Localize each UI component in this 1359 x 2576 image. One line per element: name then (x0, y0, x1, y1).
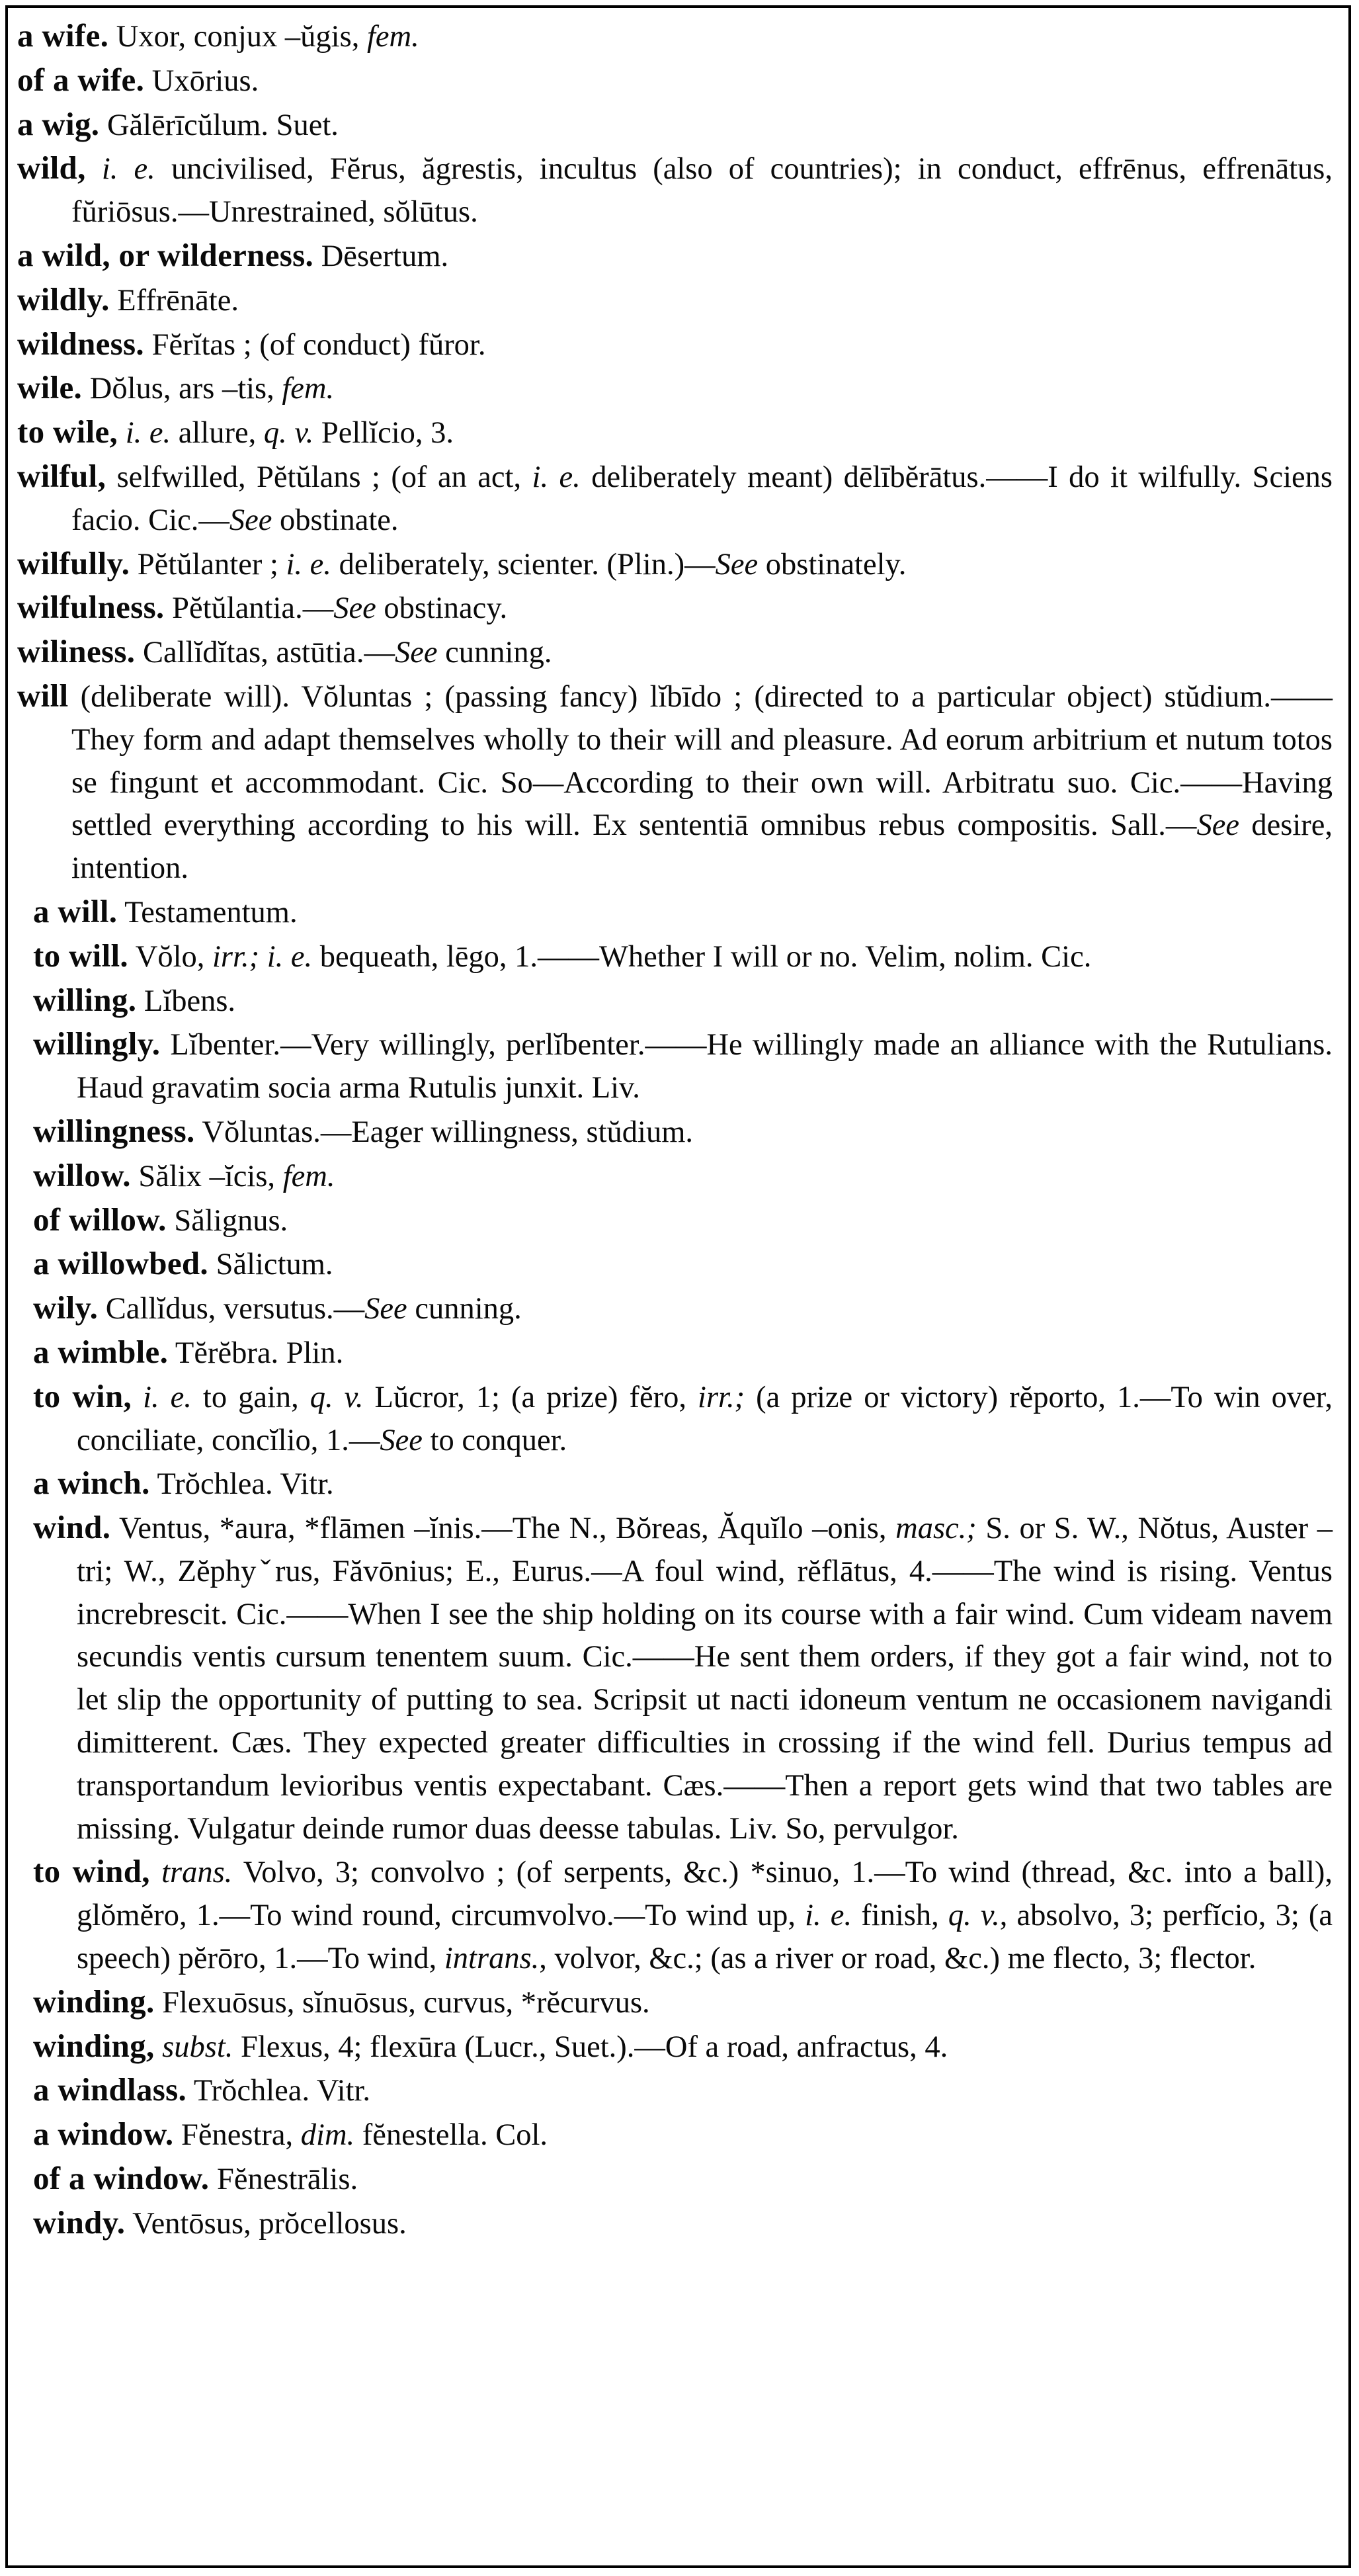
entry-text: Vŏlo, (128, 939, 212, 974)
entry-text: Effrēnāte. (109, 283, 239, 318)
entry-abbreviation: i. e. (286, 547, 331, 581)
dictionary-entry (17, 1981, 1333, 2025)
entry-text: uncivilised, Fĕrus, ăgrestis, incultus (also of countries); in conduct, effrēnus, effrenātus, fŭriōsus.—Unrestrained, sŏlūtus. (71, 152, 1333, 230)
entry-text: deliberately, scienter. (Plin.)— (331, 547, 716, 581)
entry-text: selfwilled, Pĕtŭlans ; (of an act, (106, 460, 532, 494)
dictionary-entry (17, 586, 1333, 630)
dictionary-entry (17, 2157, 1333, 2202)
dictionary-entry (17, 1331, 1333, 1375)
dictionary-entry (17, 630, 1333, 675)
entry-headword: wildly. (17, 280, 110, 318)
entry-headword: wile. (17, 369, 83, 406)
entry-text: deliberately meant) dēlībĕrātus.——I do it wilfully. Sciens facio. Cic.— (71, 460, 1333, 537)
entry-text: bequeath, lēgo, 1.——Whether I will or no. Velim, nolim. Cic. (312, 939, 1092, 974)
dictionary-entry (17, 59, 1333, 103)
entry-text: Trŏchlea. Vitr. (186, 2074, 371, 2108)
entry-headword: will (17, 677, 69, 714)
entry-abbreviation: q. v. (263, 416, 314, 451)
dictionary-entry (17, 279, 1333, 323)
entry-text: (deliberate will). Vŏluntas ; (passing fancy) lĭbīdo ; (directed to a particular object) stŭdium.——They form and adapt themselves wholly to their will and pleasure. Ad eorum arbitrium et nutum totos se fingunt et accommodant. Cic. So—According to their own will. Arbitratu suo. Cic.——Having settled everything according to his will. Ex sententiā omnibus rebus compositis. Sall.— (68, 679, 1333, 843)
dictionary-entry (17, 1506, 1333, 1850)
entry-text: Volvo, 3; convolvo ; (of serpents, &c.) *sinuo, 1.—To wind (thread, &c. into a ball), glŏmĕro, 1.—To wind round, circumvolvo.—To wind up, (77, 1856, 1333, 1933)
entry-text: Fĕnestra, (173, 2118, 301, 2153)
dictionary-entry (17, 455, 1333, 542)
entry-text (118, 416, 126, 450)
dictionary-entry (17, 1375, 1333, 1463)
entry-text: Lĭbenter.—Very willingly, perlĭbenter.——He willingly made an alliance with the Rutulians. Haud gravatim socia arma Rutulis junxit. Liv. (77, 1028, 1333, 1105)
entry-headword: wilfulness. (17, 589, 165, 626)
dictionary-entry (17, 1154, 1333, 1199)
entry-headword: willow. (33, 1156, 131, 1193)
entry-text: Dŏlus, ars –tis, (82, 372, 282, 406)
entry-headword: a window. (33, 2116, 174, 2153)
entry-text: Sălignus. (166, 1203, 288, 1238)
dictionary-entry (17, 234, 1333, 279)
dictionary-entry (17, 1110, 1333, 1154)
entry-abbreviation: i. e. (143, 1380, 192, 1414)
entry-text: Pellĭcio, 3. (313, 416, 454, 451)
dictionary-entry (17, 1462, 1333, 1506)
entry-headword: a wimble. (33, 1333, 169, 1370)
entry-text: Sălix –ĭcis, (130, 1159, 283, 1193)
entry-text: Uxor, conjux –ŭgis, (108, 20, 367, 54)
dictionary-entry (17, 323, 1333, 367)
dictionary-entry (17, 411, 1333, 455)
dictionary-entry (17, 2069, 1333, 2113)
dictionary-entry (17, 103, 1333, 148)
entry-text: S. or S. W., Nŏtus, Auster –tri; W., Zĕphyˇrus, Făvōnius; E., Eurus.—A foul wind, rĕflātus, 4.——The wind is rising. Ventus increbrescit. Cic.——When I see the ship holding on its course with a fair wind. Cum videam navem secundis ventis cursum tenentem suum. Cic.——He sent them orders, if they got a fair wind, not to let slip the opportunity of putting to sea. Scripsit ut nacti idoneum ventum ne occasionem navigandi dimitterent. Cæs. They expected greater difficulties in crossing if the wind fell. Durius tempus ad transportandum levioribus ventis expectabant. Cæs.——Then a report gets wind that two tables are missing. Vulgatur deinde rumor duas deesse tabulas. Liv. So, pervulgor. (77, 1512, 1333, 1846)
entry-text: obstinately. (758, 547, 907, 581)
entry-headword: wildness. (17, 325, 144, 362)
entry-abbreviation: trans. (161, 1856, 233, 1890)
entry-headword: winding. (33, 1983, 155, 2020)
entry-headword: a wild, or wilderness. (17, 236, 314, 273)
dictionary-entry (17, 935, 1333, 979)
entry-headword: wily. (33, 1289, 99, 1326)
dictionary-entry (17, 1199, 1333, 1243)
entry-headword: of a window. (33, 2160, 210, 2197)
entry-abbreviation: irr.; (698, 1380, 745, 1414)
dictionary-entry (17, 147, 1333, 234)
entry-headword: willing. (33, 981, 137, 1018)
dictionary-entry (17, 2113, 1333, 2157)
entry-headword: to wile, (17, 413, 118, 451)
dictionary-entry (17, 542, 1333, 587)
entry-headword: wilful, (17, 457, 106, 494)
dictionary-entry (17, 366, 1333, 411)
entry-headword: willingly. (33, 1025, 161, 1062)
entry-headword: to will. (33, 937, 128, 974)
entry-text (150, 1856, 161, 1889)
entry-text: Gălērīcŭlum. Suet. (99, 108, 339, 142)
entry-abbreviation: q. v. (309, 1380, 364, 1414)
entry-headword: of a wife. (17, 61, 145, 98)
dictionary-entry (17, 1287, 1333, 1331)
entry-headword: wind. (33, 1509, 111, 1546)
entry-text: Ventōsus, prŏcellosus. (125, 2206, 407, 2241)
entry-text: to gain, (191, 1380, 310, 1414)
dictionary-entry (17, 979, 1333, 1023)
entry-text: Ventus, *aura, *flāmen –ĭnis.—The N., Bŏreas, Ăquĭlo –onis, (110, 1512, 896, 1546)
entry-abbreviation: fem. (366, 20, 419, 54)
entry-text (132, 1381, 143, 1414)
entry-abbreviation: See (1196, 808, 1239, 843)
entry-text: fĕnestella. Col. (354, 2118, 548, 2153)
entry-text: cunning. (437, 636, 552, 670)
entry-text (259, 940, 267, 974)
entry-headword: windy. (33, 2204, 126, 2241)
entry-text: Pĕtŭlanter ; (130, 547, 286, 581)
entry-text: Pĕtŭlantia.— (164, 591, 334, 626)
entry-text: allure, (171, 416, 264, 451)
entry-text: Uxōrius. (144, 64, 259, 98)
entry-abbreviation: See (333, 591, 376, 626)
entry-text: Flexus, 4; flexūra (Lucr., Suet.).—Of a road, anfractus, 4. (233, 2030, 948, 2064)
entry-headword: wilfully. (17, 544, 130, 581)
entry-abbreviation: subst. (162, 2030, 233, 2064)
entry-text: Fĕnestrālis. (209, 2163, 358, 2197)
entry-headword: winding, (33, 2027, 155, 2064)
entry-abbreviation: i. e. (101, 152, 155, 187)
entry-abbreviation: See (229, 503, 272, 537)
entry-abbreviation: intrans. (444, 1942, 540, 1976)
entry-text: Lŭcror, 1; (a prize) fĕro, (363, 1380, 698, 1414)
entry-text: Dēsertum. (313, 239, 449, 273)
entry-headword: a wife. (17, 17, 109, 54)
entry-text: (a prize or victory) rĕporto, 1.—To win over, conciliate, concĭlio, 1.— (77, 1380, 1333, 1457)
dictionary-entry (17, 15, 1333, 59)
entry-headword: willingness. (33, 1112, 195, 1149)
entry-abbreviation: q. v. (948, 1899, 1000, 1933)
entry-headword: of willow. (33, 1201, 167, 1238)
entry-text (155, 2030, 163, 2064)
entry-text: Callĭdĭtas, astūtia.— (135, 636, 395, 670)
entry-text: obstinacy. (376, 591, 508, 626)
entry-headword: a willowbed. (33, 1245, 208, 1282)
entry-text: Flexuōsus, sĭnuōsus, curvus, *rĕcurvus. (154, 1985, 650, 2020)
entry-text: Testamentum. (117, 895, 298, 929)
dictionary-entry (17, 1023, 1333, 1110)
entry-abbreviation: fem. (282, 372, 335, 406)
entry-abbreviation: i. e. (805, 1899, 852, 1933)
entry-text: Fĕrĭtas ; (of conduct) fŭror. (144, 327, 486, 362)
entry-text: to conquer. (422, 1423, 567, 1457)
entry-text: Tĕrĕbra. Plin. (168, 1336, 344, 1370)
dictionary-entry (17, 675, 1333, 890)
entry-headword: a windlass. (33, 2071, 187, 2108)
entry-abbreviation: See (364, 1292, 407, 1326)
entry-text: obstinate. (272, 503, 399, 537)
dictionary-entry (17, 2025, 1333, 2069)
entry-abbreviation: masc.; (895, 1512, 977, 1546)
entry-text: Lĭbens. (136, 984, 236, 1018)
dictionary-entry (17, 1850, 1333, 1980)
entry-text: Callĭdus, versutus.— (98, 1292, 365, 1326)
entry-abbreviation: i. e. (125, 416, 171, 451)
entry-abbreviation: fem. (282, 1159, 335, 1193)
entry-abbreviation: i. e. (267, 939, 313, 974)
entry-headword: a wig. (17, 105, 100, 142)
dictionary-entry (17, 890, 1333, 935)
entry-headword: wiliness. (17, 633, 136, 670)
entry-abbreviation: dim. (300, 2118, 355, 2153)
entry-abbreviation: See (715, 547, 759, 581)
dictionary-entry (17, 2202, 1333, 2246)
entry-headword: to wind, (33, 1853, 150, 1890)
entry-text: Sălictum. (208, 1248, 333, 1282)
entry-text: desire, intention. (71, 808, 1333, 886)
entry-text: cunning. (407, 1292, 522, 1326)
entry-headword: a will. (33, 892, 118, 929)
dictionary-entry (17, 1242, 1333, 1287)
entry-text: Vŏluntas.—Eager willingness, stŭdium. (194, 1115, 694, 1149)
dictionary-page (5, 5, 1351, 2568)
entry-text: finish, (852, 1899, 948, 1933)
entry-text: Trŏchlea. Vitr. (149, 1467, 334, 1502)
entry-text: , absolvo, 3; perfĭcio, 3; (a speech) pĕrōro, 1.—To wind, (77, 1899, 1333, 1976)
entry-abbreviation: See (394, 636, 438, 670)
entry-abbreviation: irr.; (212, 939, 260, 974)
entry-text: , volvor, &c.; (as a river or road, &c.) me flecto, 3; flector. (539, 1942, 1256, 1976)
entry-text (86, 152, 102, 186)
entry-headword: to win, (33, 1377, 132, 1414)
entry-headword: wild, (17, 150, 86, 187)
entry-abbreviation: i. e. (532, 460, 581, 494)
entry-abbreviation: See (380, 1423, 423, 1457)
entry-headword: a winch. (33, 1465, 150, 1502)
